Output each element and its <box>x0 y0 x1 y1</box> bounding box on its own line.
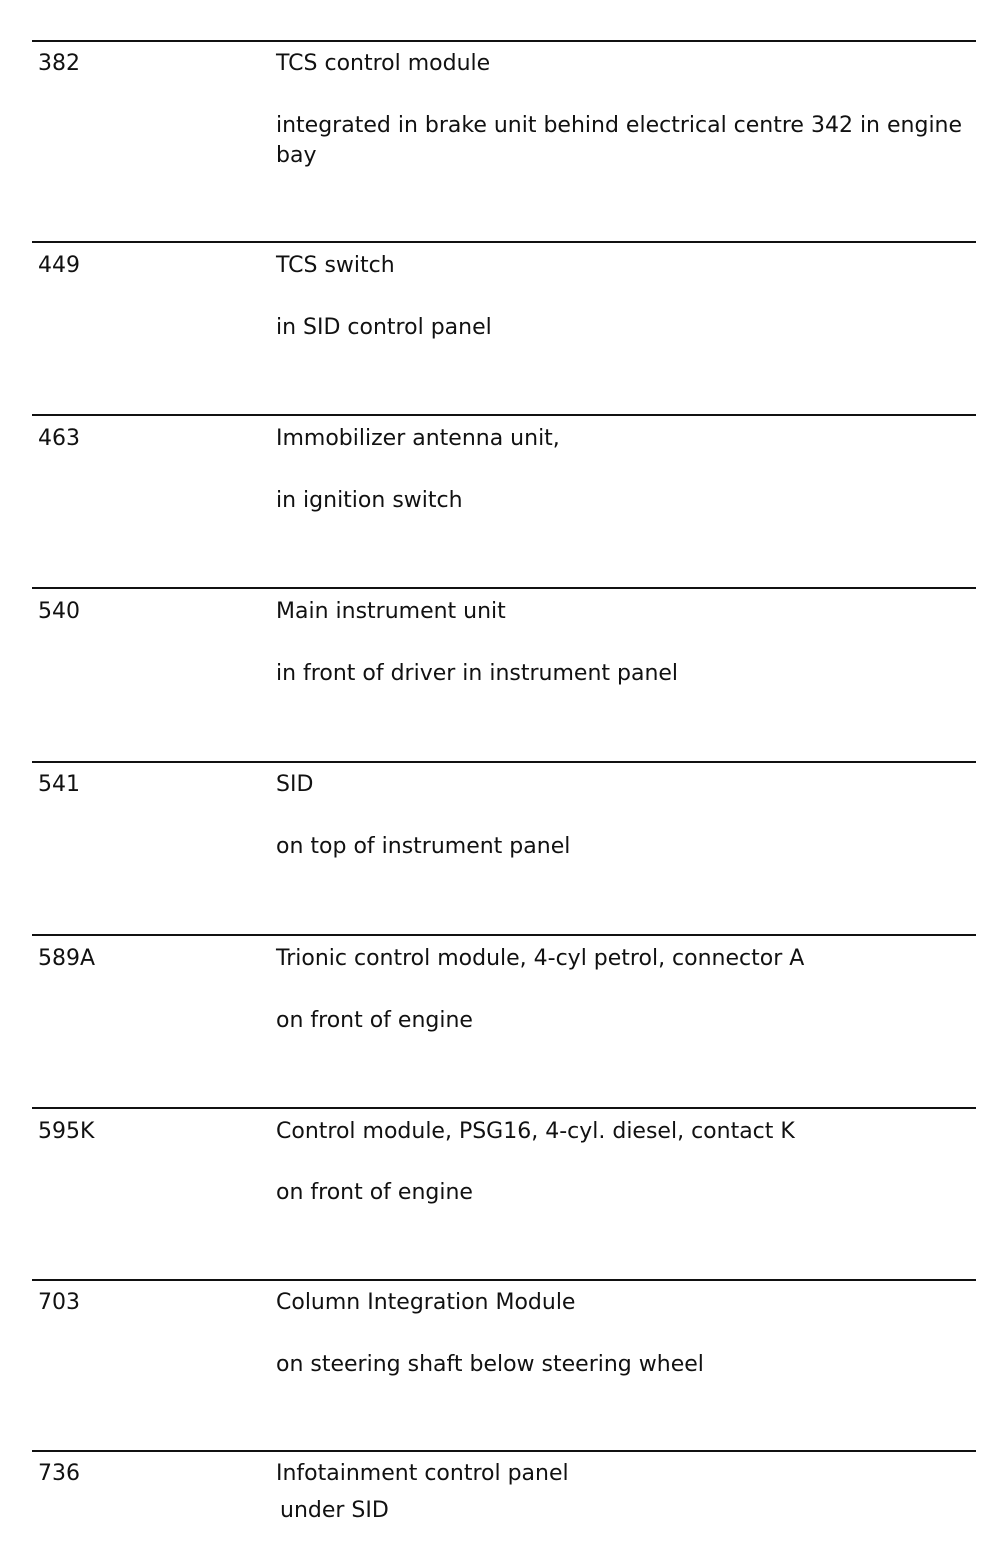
component-location: in front of driver in instrument panel <box>276 661 679 686</box>
row-divider <box>32 241 976 243</box>
component-title: TCS control module <box>276 51 491 76</box>
component-title: Main instrument unit <box>276 599 506 624</box>
component-location: under SID <box>280 1498 389 1523</box>
component-title: Trionic control module, 4-cyl petrol, connector A <box>276 946 805 971</box>
component-code: 540 <box>38 599 80 624</box>
component-title: Immobilizer antenna unit, <box>276 426 560 451</box>
component-location: on top of instrument panel <box>276 834 571 859</box>
component-title: SID <box>276 772 314 797</box>
component-code: 449 <box>38 253 80 278</box>
row-divider <box>32 934 976 936</box>
component-title: Control module, PSG16, 4-cyl. diesel, contact K <box>276 1119 795 1144</box>
component-title: TCS switch <box>276 253 395 278</box>
component-location: on front of engine <box>276 1180 473 1205</box>
component-code: 703 <box>38 1290 80 1315</box>
component-code: 595K <box>38 1119 95 1144</box>
row-divider <box>32 414 976 416</box>
component-code: 463 <box>38 426 80 451</box>
component-code: 589A <box>38 946 96 971</box>
component-code: 541 <box>38 772 80 797</box>
component-code: 736 <box>38 1461 80 1486</box>
row-divider <box>32 1107 976 1109</box>
row-divider <box>32 1450 976 1452</box>
component-location: in ignition switch <box>276 488 463 513</box>
row-divider <box>32 40 976 42</box>
component-title: Column Integration Module <box>276 1290 576 1315</box>
component-location: on steering shaft below steering wheel <box>276 1352 704 1377</box>
component-location: integrated in brake unit behind electrical centre 342 in engine bay <box>276 113 963 168</box>
row-divider <box>32 587 976 589</box>
row-divider <box>32 1279 976 1281</box>
component-location: in SID control panel <box>276 315 492 340</box>
component-title: Infotainment control panel <box>276 1461 569 1486</box>
component-location: on front of engine <box>276 1008 473 1033</box>
component-code: 382 <box>38 51 80 76</box>
row-divider <box>32 761 976 763</box>
